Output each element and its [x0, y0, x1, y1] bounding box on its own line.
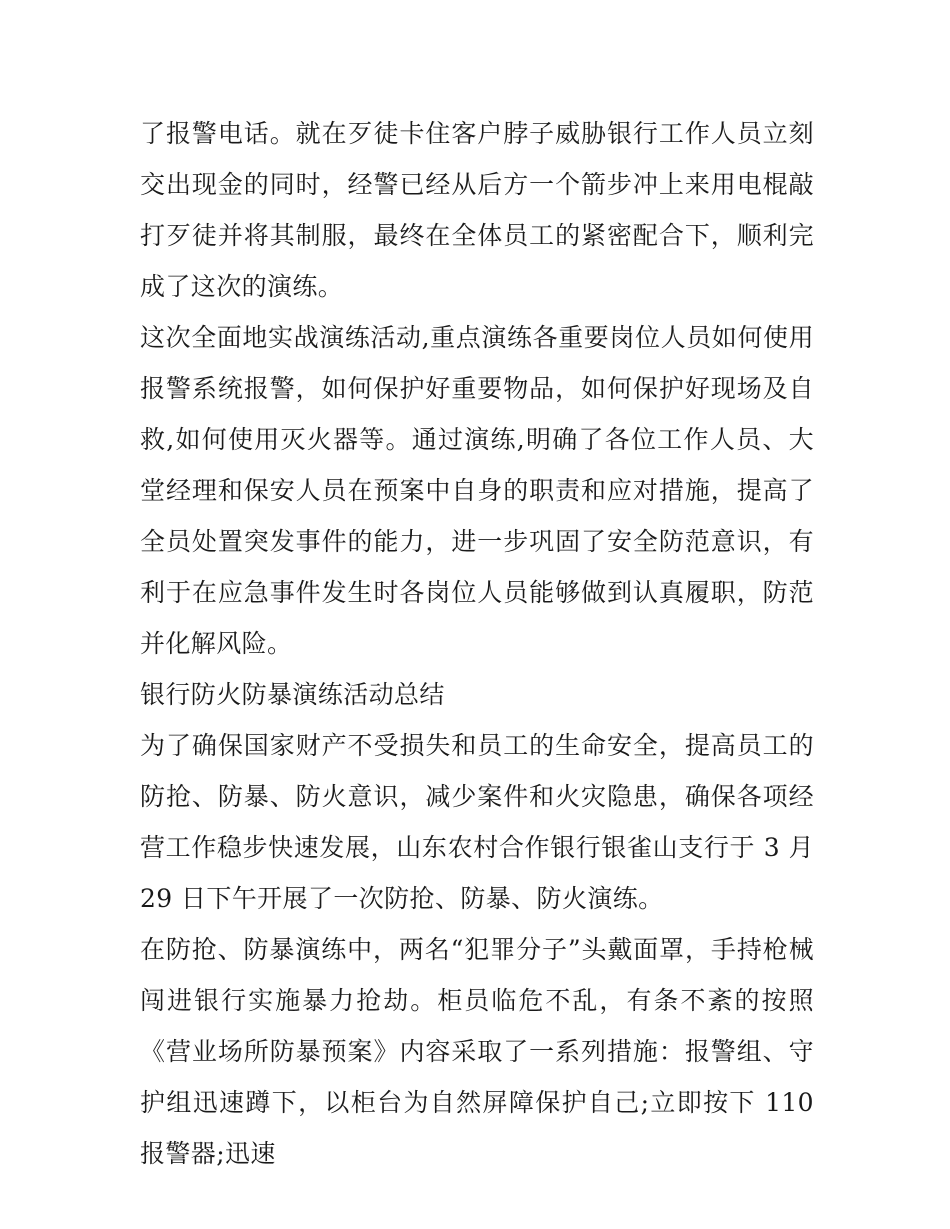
paragraph-intro: 为了确保国家财产不受损失和员工的生命安全，提高员工的防抢、防暴、防火意识，减少案件和火灾隐患，确保各项经营工作稳步快速发展，山东农村合作银行银雀山支行于 3 月 29 日下午开展了一次防抢、防暴、防火演练。 — [140, 731, 814, 913]
paragraph-continuation: 了报警电话。就在歹徒卡住客户脖子威胁银行工作人员立刻交出现金的同时，经警已经从后方一个箭步冲上来用电棍敲打歹徒并将其制服，最终在全体员工的紧密配合下，顺利完成了这次的演练。 — [140, 119, 814, 301]
paragraph-drill-summary: 这次全面地实战演练活动,重点演练各重要岗位人员如何使用报警系统报警，如何保护好重要物品，如何保护好现场及自救,如何使用灭火器等。通过演练,明确了各位工作人员、大堂经理和保安人员在预案中自身的职责和应对措施，提高了全员处置突发事件的能力，进一步巩固了安全防范意识，有利于在应急事件发生时各岗位人员能够做到认真履职，防范并化解风险。 — [140, 323, 814, 658]
section-heading: 银行防火防暴演练活动总结 — [140, 680, 445, 709]
document-body — [140, 108, 814, 1179]
paragraph-robbery-drill: 在防抢、防暴演练中，两名“犯罪分子”头戴面罩，手持枪械闯进银行实施暴力抢劫。柜员临危不乱，有条不紊的按照《营业场所防暴预案》内容采取了一系列措施：报警组、守护组迅速蹲下，以柜台为自然屏障保护自己;立即按下 110 报警器;迅速 — [140, 935, 814, 1168]
